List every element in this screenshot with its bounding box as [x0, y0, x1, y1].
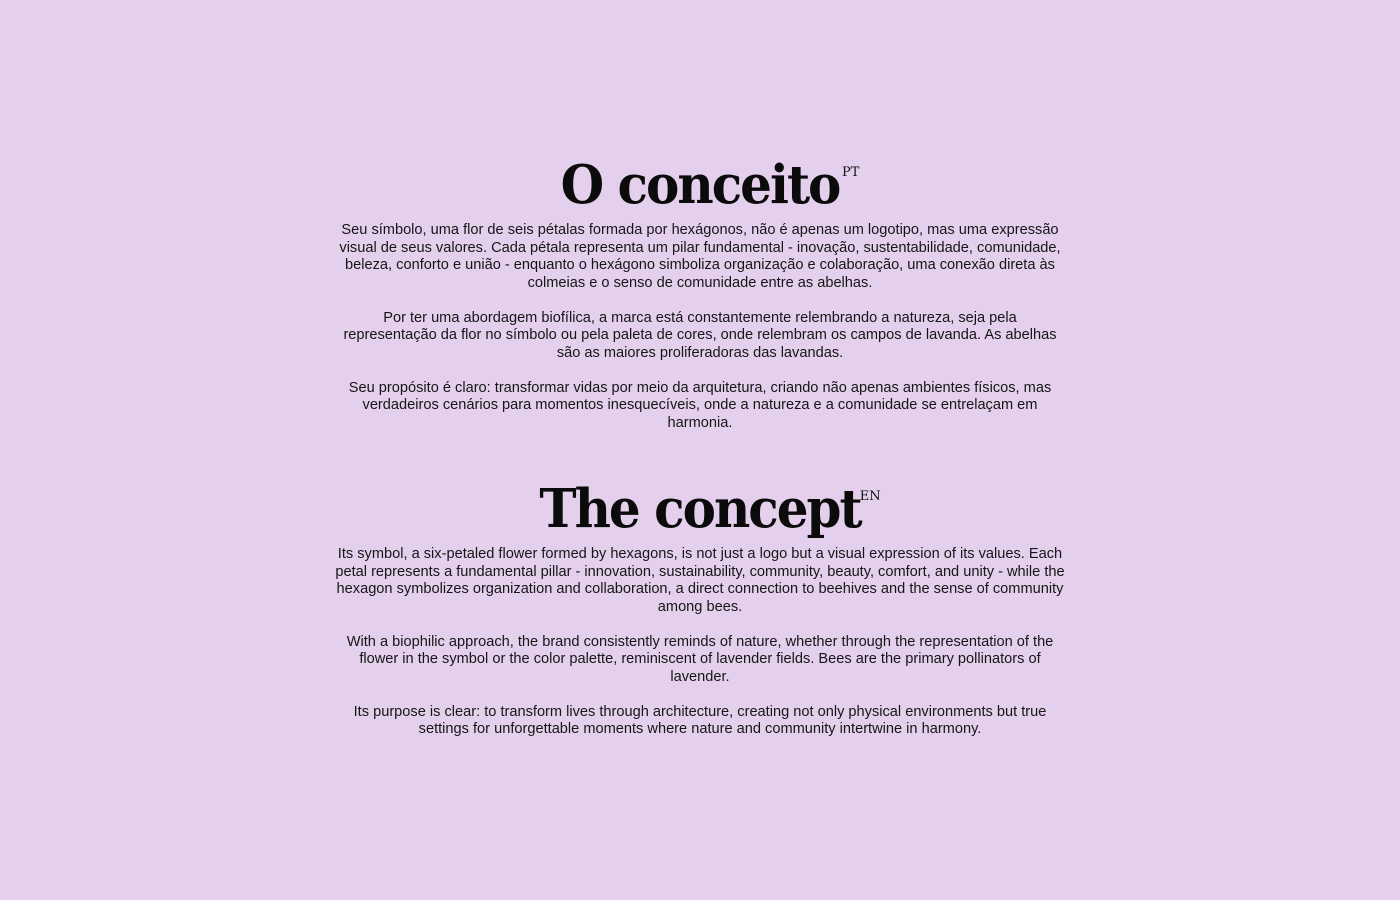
paragraph-en-symbol: Its symbol, a six-petaled flower formed by hexagons, is not just a logo but a visual expression of its values. Each petal represents a fundamental pillar - innovation, sustainability, community, beauty, comfort, and unity - while the hexagon symbolizes organization and collaboration, a direct connection to beehives and the sense of community among bees.: [335, 546, 1065, 615]
concept-section-portuguese: [330, 150, 1070, 432]
paragraph-pt-biophilic: Por ter uma abordagem biofílica, a marca está constantemente relembrando a natureza, seja pela representação da flor no símbolo ou pela paleta de cores, onde relembram os campos de lavanda. As abelhas são as maiores proliferadoras das lavandas.: [343, 309, 1057, 361]
paragraph-en-purpose: Its purpose is clear: to transform lives through architecture, creating not only physical environments but true settings for unforgettable moments where nature and community intertwine in harmony.: [353, 703, 1047, 737]
title-block-portuguese: [560, 153, 860, 222]
paragraph-pt-symbol: Seu símbolo, uma flor de seis pétalas formada por hexágonos, não é apenas um logotipo, mas uma expressão visual de seus valores. Cada pétala representa um pilar fundamental - inovação, sustentabilidade, comunidade, beleza, conforto e união - enquanto o hexágono simboliza organização e colaboração, uma conexão direta às colmeias e o senso de comunidade entre as abelhas.: [339, 222, 1061, 291]
paragraph-pt-purpose: Seu propósito é claro: transformar vidas por meio da arquitetura, criando não apenas ambientes físicos, mas verdadeiros cenários para momentos inesquecíveis, onde a natureza e a comunidade se entrelaçam em harmonia.: [348, 379, 1052, 431]
paragraph-spacer: [330, 292, 1070, 310]
paragraph-spacer: [330, 362, 1070, 380]
title-block-english: [539, 477, 881, 546]
paragraph-spacer: [330, 686, 1070, 704]
concept-section-english: [330, 474, 1070, 739]
language-badge-pt: PT: [841, 165, 860, 180]
paragraph-en-biophilic: With a biophilic approach, the brand consistently reminds of nature, whether through the representation of the flower in the symbol or the color palette, reminiscent of lavender fields. Bees are the primary pollinators of lavender.: [346, 633, 1054, 685]
paragraph-spacer: [330, 616, 1070, 634]
page-title-english: The concept: [539, 477, 861, 540]
page-title-portuguese: O conceito: [560, 153, 840, 216]
language-badge-en: EN: [859, 489, 881, 504]
